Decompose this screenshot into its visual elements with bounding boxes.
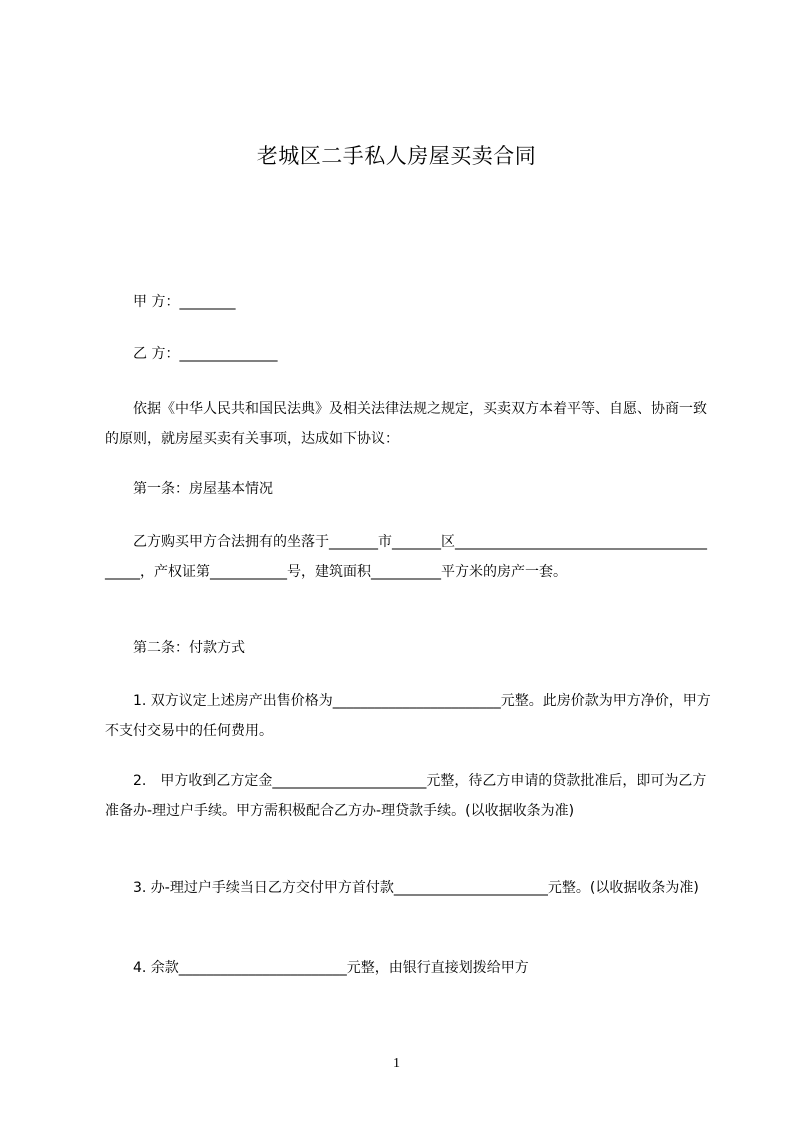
article-1-body: 乙方购买甲方合法拥有的坐落于_______市_______区_________________________________________，产权证第___________号，建筑面积__________平方米的房产一套。 — [105, 534, 707, 580]
preamble-paragraph: 依据《中华人民共和国民法典》及相关法律法规之规定，买卖双方本着平等、自愿、协商一致的原则，就房屋买卖有关事项，达成如下协议： — [105, 401, 707, 447]
payment-item-1: 1. 双方议定上述房产出售价格为________________________元整。此房价款为甲方净价，甲方不支付交易中的任何费用。 — [105, 693, 711, 739]
payment-item-2: 2. 甲方收到乙方定金______________________元整，待乙方申请的贷款批准后，即可为乙方准备办-理过户手续。甲方需积极配合乙方办-理贷款手续。(以收据收条为准) — [105, 773, 707, 819]
payment-item-3: 3. 办-理过户手续当日乙方交付甲方首付款______________________元整。(以收据收条为准) — [105, 880, 699, 896]
party-a-line: 甲 方：________ — [105, 294, 236, 310]
article-1-heading: 第一条：房屋基本情况 — [105, 481, 273, 497]
page-number: 1 — [393, 1056, 400, 1071]
party-b-line: 乙 方：______________ — [105, 346, 278, 362]
document-title: 老城区二手私人房屋买卖合同 — [256, 144, 537, 168]
article-2-heading: 第二条：付款方式 — [105, 640, 245, 656]
payment-item-4: 4. 余款________________________元整，由银行直接划拨给甲方 — [105, 960, 529, 976]
